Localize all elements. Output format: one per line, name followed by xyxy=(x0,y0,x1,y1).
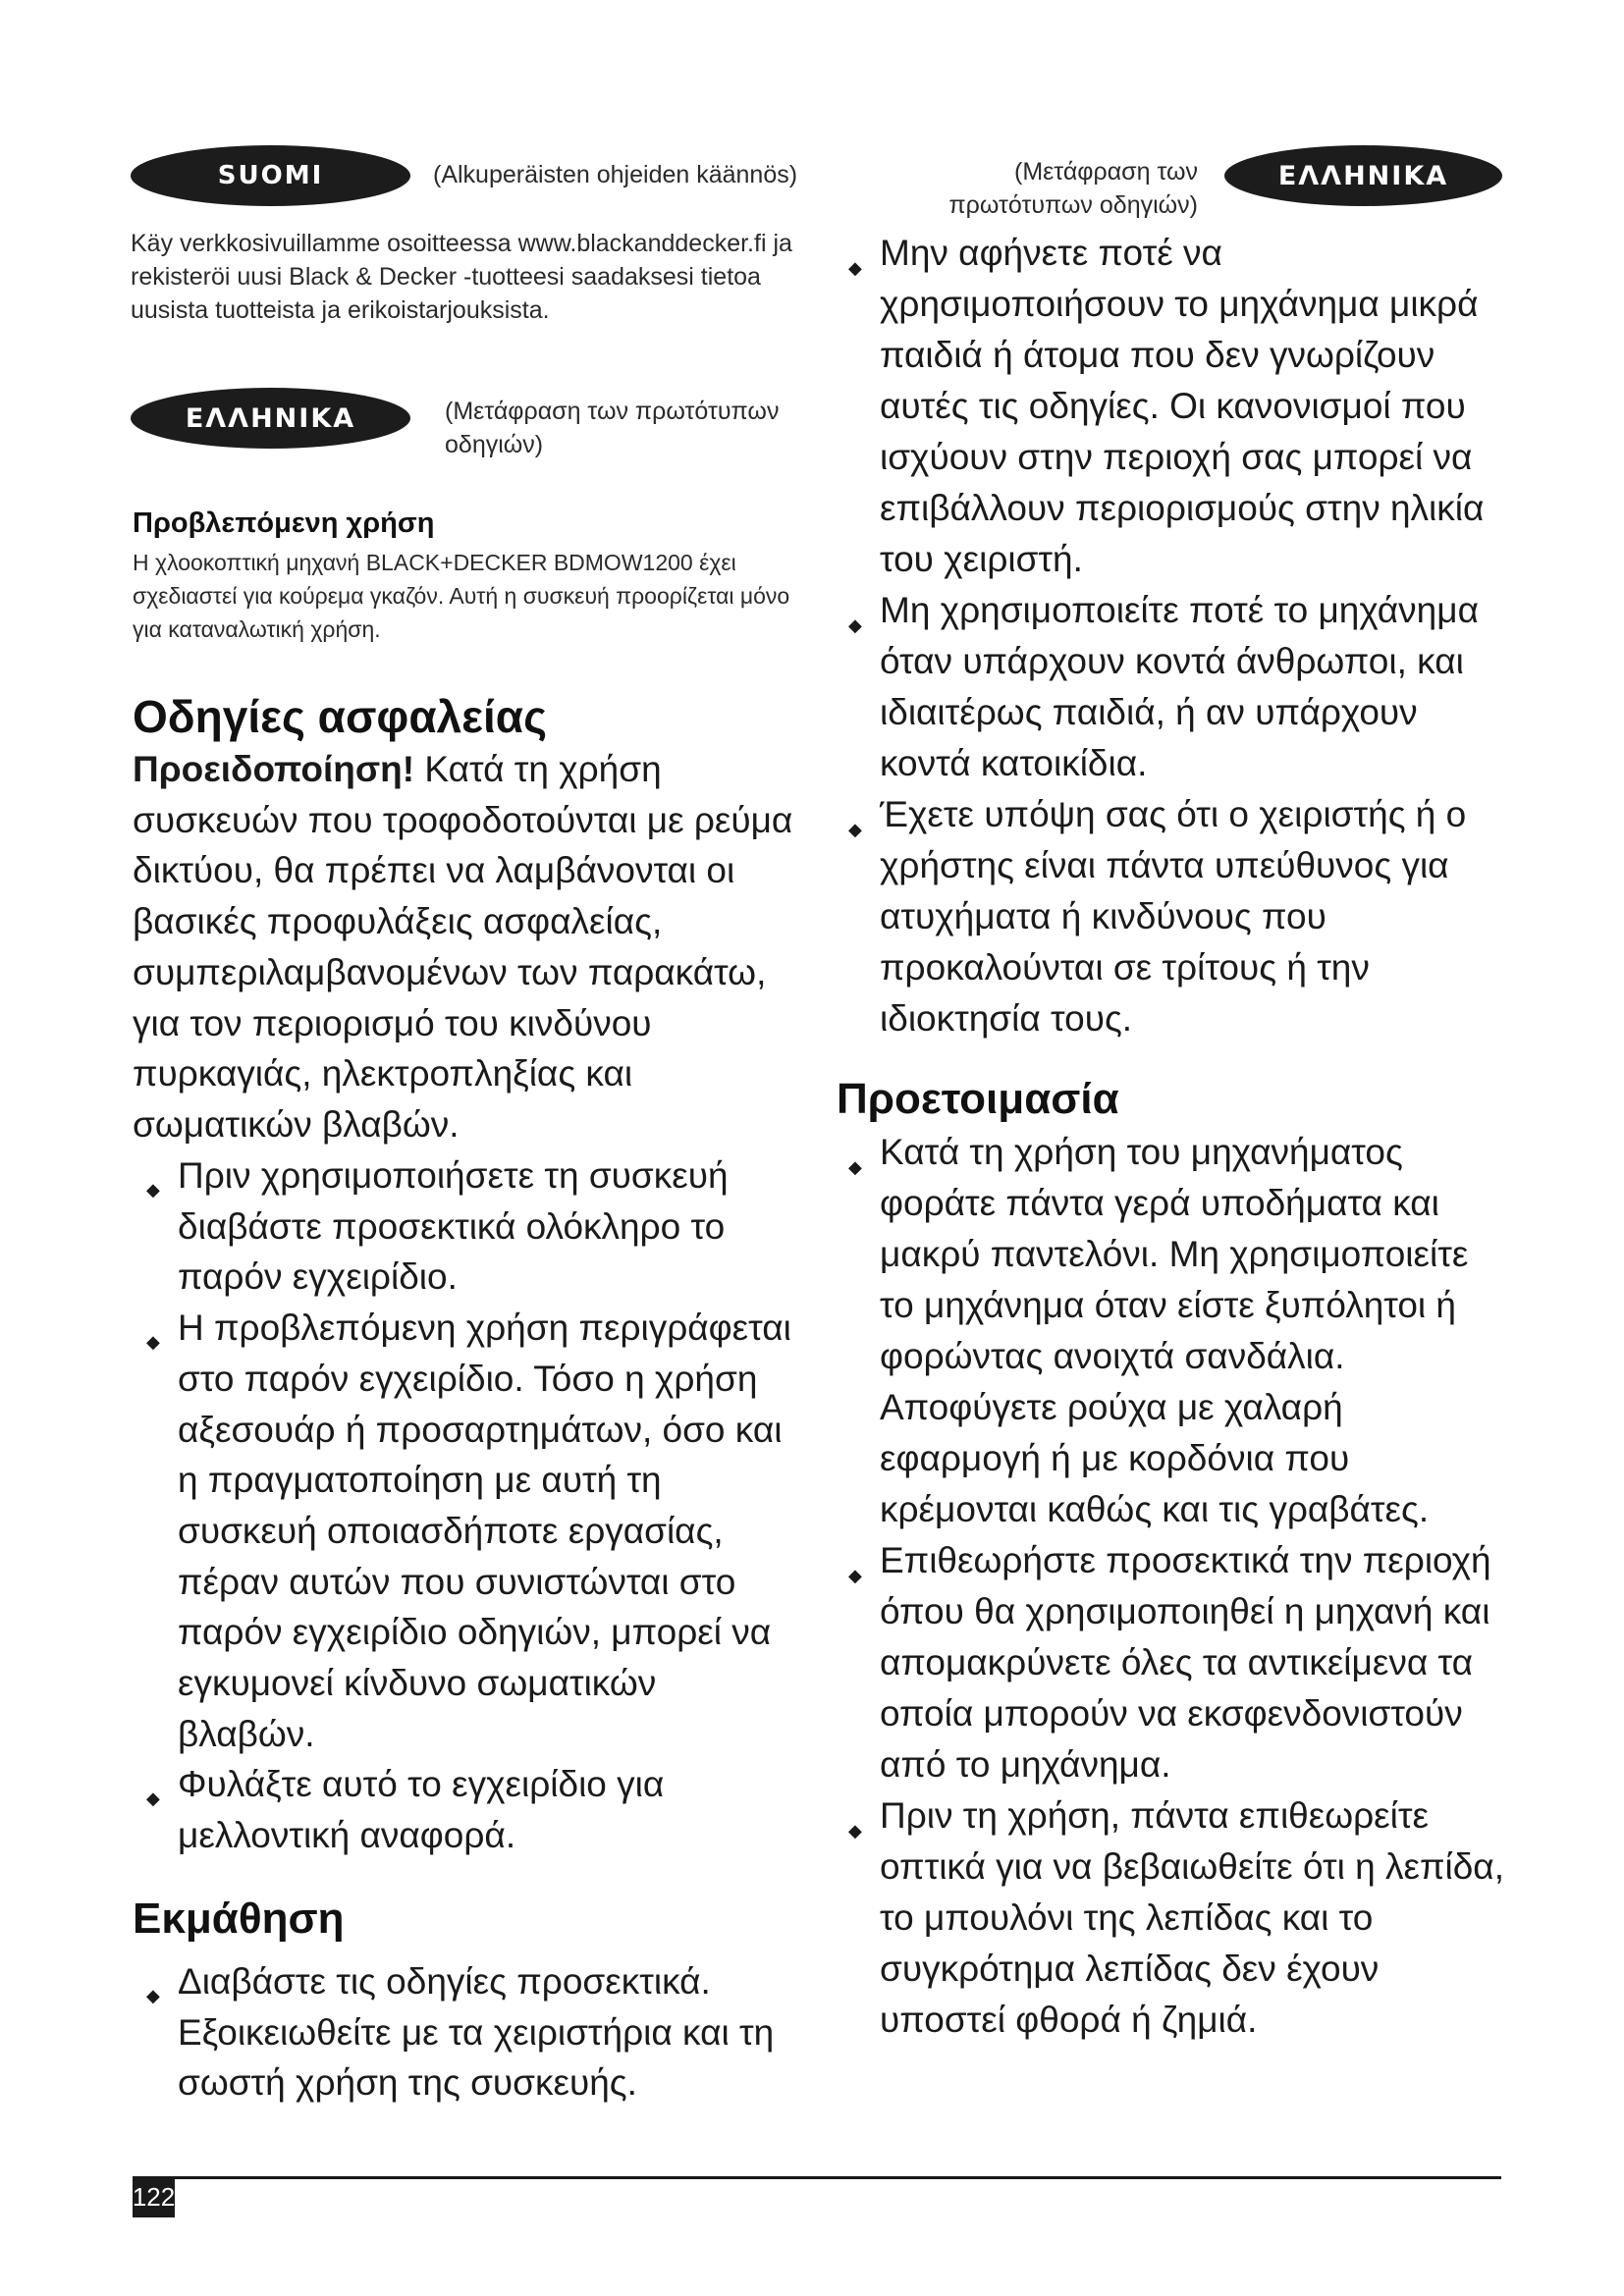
list-item xyxy=(835,1535,1512,1790)
diamond-bullet-icon: ◆ xyxy=(848,1566,862,1585)
list-item-text: Μην αφήνετε ποτέ να χρησιμοποιήσουν το μηχάνημα μικρά παιδιά ή άτομα που δεν γνωρίζουν αυτές τις οδηγίες. Οι κανονισμοί που ισχύουν στην περιοχή σας μπορεί να επιβάλλουν περιορισμούς στην ηλικία του χειριστή. xyxy=(880,233,1485,579)
page-number-text: 122 xyxy=(132,2181,176,2212)
training-bullet-list xyxy=(133,1956,800,2109)
list-item-text: Κατά τη χρήση του μηχανήματος φοράτε πάντα γερά υποδήματα και μακρύ παντελόνι. Μη χρησιμοποιείτε το μηχάνημα όταν είστε ξυπόλητοι ή φορώντας ανοιχτά σανδάλια. Αποφύγετε ρούχα με χαλαρή εφαρμογή ή με κορδόνια που κρέμονται καθώς και τις γραβάτες. xyxy=(880,1132,1469,1529)
safety-instructions-heading: Οδηγίες ασφαλείας xyxy=(133,691,547,742)
list-item-text: Μη χρησιμοποιείτε ποτέ το μηχάνημα όταν υπάρχουν κοντά άνθρωποι, και ιδιαιτέρως παιδιά, ή αν υπάρχουν κοντά κατοικίδια. xyxy=(880,590,1479,783)
list-item xyxy=(835,1127,1512,1535)
translation-note-greek-right xyxy=(864,155,1198,222)
diamond-bullet-icon: ◆ xyxy=(848,820,862,839)
preparation-heading: Προετοιμασία xyxy=(837,1075,1119,1123)
safety-bullet-list xyxy=(133,1150,800,1861)
diamond-bullet-icon: ◆ xyxy=(848,615,862,635)
language-badge-greek-left-label: ΕΛΛΗΝΙΚΑ xyxy=(185,402,356,434)
diamond-bullet-icon: ◆ xyxy=(848,1821,862,1841)
list-item-text: Πριν τη χρήση, πάντα επιθεωρείτε οπτικά για να βεβαιωθείτε ότι η λεπίδα, το μπουλόνι της λεπίδας και το συγκρότημα λεπίδας δεν έχουν υποστεί φθορά ή ζημιά. xyxy=(880,1795,1504,2040)
preparation-bullet-list xyxy=(835,1127,1512,2046)
list-item-text: Φυλάξτε αυτό το εγχειρίδιο για μελλοντική αναφορά. xyxy=(178,1764,665,1856)
safety-warning-paragraph xyxy=(133,744,810,1150)
list-item xyxy=(133,1759,800,1860)
finnish-registration-text: Käy verkkosivuillamme osoitteessa www.blackanddecker.fi ja rekisteröi uusi Black & Decker -tuotteesi saadaksesi tietoa uusista tuotteista ja erikoistarjouksista. xyxy=(131,230,792,324)
language-badge-greek-right-label: ΕΛΛΗΝΙΚΑ xyxy=(1277,160,1449,191)
translation-note-greek-right-text: (Μετάφραση των πρωτότυπων οδηγιών) xyxy=(948,158,1198,219)
diamond-bullet-icon: ◆ xyxy=(848,1157,862,1177)
list-item-text: Η προβλεπόμενη χρήση περιγράφεται στο παρόν εγχειρίδιο. Τόσο η χρήση αξεσουάρ ή προσαρτημάτων, όσο και η πραγματοποίηση με αυτή τη συσκευή οποιασδήποτε εργασίας, πέραν αυτών που συνιστώνται στο παρόν εγχειρίδιο οδηγιών, μπορεί να εγκυμονεί κίνδυνο σωματικών βλαβών. xyxy=(178,1308,791,1754)
list-item xyxy=(133,1956,800,2109)
list-item xyxy=(835,789,1502,1044)
page-number xyxy=(133,2176,175,2217)
language-badge-suomi xyxy=(131,145,410,206)
language-badge-greek-right xyxy=(1224,145,1502,206)
list-item xyxy=(835,228,1502,585)
list-item-text: Διαβάστε τις οδηγίες προσεκτικά. Εξοικειωθείτε με τα χειριστήρια και τη σωστή χρήση της συσκευής. xyxy=(178,1961,775,2104)
diamond-bullet-icon: ◆ xyxy=(848,258,862,278)
footer-divider xyxy=(133,2176,1501,2179)
list-item-text: Έχετε υπόψη σας ότι ο χειριστής ή ο χρήστης είναι πάντα υπεύθυνος για ατυχήματα ή κινδύνους που προκαλούνται σε τρίτους ή την ιδιοκτησία τους. xyxy=(880,794,1467,1039)
list-item-text: Πριν χρησιμοποιήσετε τη συσκευή διαβάστε προσεκτικά ολόκληρο το παρόν εγχειρίδιο. xyxy=(178,1155,729,1298)
diamond-bullet-icon: ◆ xyxy=(146,1986,160,2005)
translation-note-finnish: (Alkuperäisten ohjeiden käännös) xyxy=(433,161,798,188)
diamond-bullet-icon: ◆ xyxy=(146,1789,160,1809)
list-item xyxy=(835,1790,1512,2046)
right-bullet-list xyxy=(835,228,1502,1044)
language-badge-suomi-label: SUOMI xyxy=(217,161,324,190)
list-item xyxy=(835,585,1502,789)
intended-use-text: Η χλοοκοπτική μηχανή BLACK+DECKER BDMOW1200 έχει σχεδιαστεί για κούρεμα γκαζόν. Αυτή η συσκευή προορίζεται μόνο για καταναλωτική χρήση. xyxy=(133,550,790,642)
intended-use-heading: Προβλεπόμενη χρήση xyxy=(133,507,435,539)
list-item-text: Επιθεωρήστε προσεκτικά την περιοχή όπου θα χρησιμοποιηθεί η μηχανή και απομακρύνετε όλες τα αντικείμενα τα οποία μπορούν να εκσφενδονιστούν από το μηχάνημα. xyxy=(880,1540,1491,1785)
list-item xyxy=(133,1303,800,1759)
language-badge-greek-left xyxy=(131,388,410,449)
diamond-bullet-icon: ◆ xyxy=(146,1332,160,1353)
warning-text: Κατά τη χρήση συσκευών που τροφοδοτούνται με ρεύμα δικτύου, θα πρέπει να λαμβάνονται οι βασικές προφυλάξεις ασφαλείας, συμπεριλαμβανομένων των παρακάτω, για τον περιορισμό του κινδύνου πυρκαγιάς, ηλεκτροπληξίας και σωματικών βλαβών. xyxy=(133,749,793,1145)
diamond-bullet-icon: ◆ xyxy=(146,1180,160,1200)
list-item xyxy=(133,1150,800,1303)
training-heading: Εκμάθηση xyxy=(133,1895,345,1943)
translation-note-greek-left: (Μετάφραση των πρωτότυπων οδηγιών) xyxy=(445,398,780,458)
warning-label: Προειδοποίηση! xyxy=(133,749,415,789)
